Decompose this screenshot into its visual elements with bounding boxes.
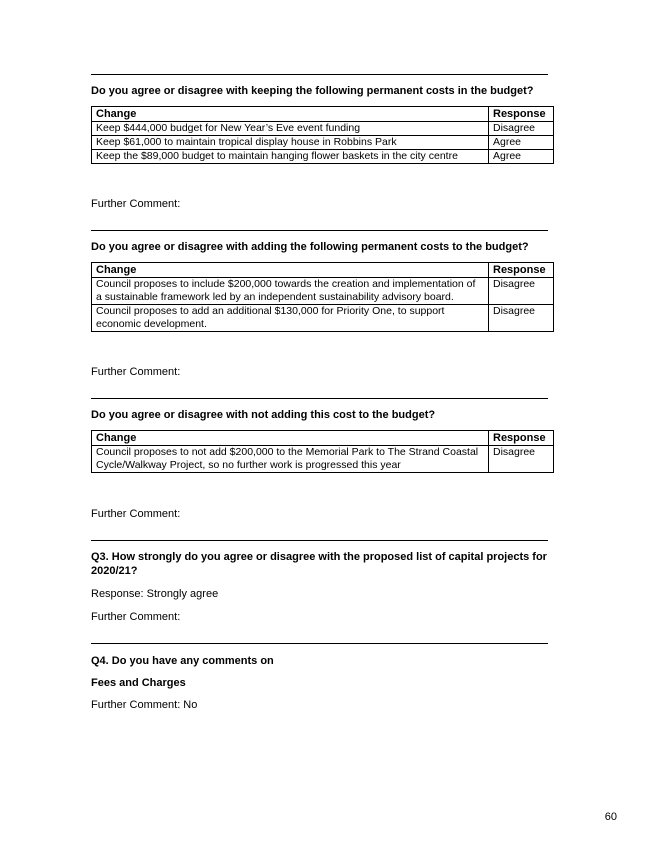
change-cell: Keep the $89,000 budget to maintain hanging flower baskets in the city centre	[92, 150, 489, 164]
q3-response: Response: Strongly agree	[91, 588, 219, 600]
divider-rule	[91, 643, 548, 644]
response-cell: Disagree	[489, 305, 554, 332]
divider-rule	[91, 540, 548, 541]
table-row	[92, 446, 554, 473]
table-row	[92, 136, 554, 150]
q3-question: Q3. How strongly do you agree or disagree with the proposed list of capital projects for 2020/21?	[91, 551, 547, 577]
table-row	[92, 122, 554, 136]
header-response: Response	[489, 431, 554, 446]
section2-table	[91, 262, 554, 332]
table-header-row	[92, 263, 554, 278]
header-response: Response	[489, 263, 554, 278]
page-number: 60	[604, 811, 617, 823]
response-cell: Disagree	[489, 278, 554, 305]
table-row	[92, 305, 554, 332]
section2-question: Do you agree or disagree with adding the following permanent costs to the budget?	[91, 241, 529, 253]
q3-further-comment: Further Comment:	[91, 611, 181, 623]
divider-rule	[91, 74, 548, 75]
change-cell: Keep $61,000 to maintain tropical display house in Robbins Park	[92, 136, 489, 150]
section1-table	[91, 106, 554, 164]
q4-question: Q4. Do you have any comments on	[91, 655, 274, 667]
table-row	[92, 278, 554, 305]
change-cell: Council proposes to not add $200,000 to the Memorial Park to The Strand Coastal Cycle/Walkway Project, so no further work is progressed this year	[92, 446, 489, 473]
response-cell: Disagree	[489, 446, 554, 473]
section3-question: Do you agree or disagree with not adding this cost to the budget?	[91, 409, 436, 421]
q4-subheading: Fees and Charges	[91, 677, 186, 689]
change-cell: Council proposes to add an additional $130,000 for Priority One, to support economic development.	[92, 305, 489, 332]
header-change: Change	[92, 107, 489, 122]
section3-further-comment: Further Comment:	[91, 508, 181, 520]
divider-rule	[91, 398, 548, 399]
table-header-row	[92, 107, 554, 122]
response-cell: Agree	[489, 150, 554, 164]
divider-rule	[91, 230, 548, 231]
table-header-row	[92, 431, 554, 446]
header-change: Change	[92, 431, 489, 446]
response-cell: Agree	[489, 136, 554, 150]
change-cell: Council proposes to include $200,000 towards the creation and implementation of a sustainable framework led by an independent sustainability advisory board.	[92, 278, 489, 305]
section2-further-comment: Further Comment:	[91, 366, 181, 378]
change-cell: Keep $444,000 budget for New Year’s Eve event funding	[92, 122, 489, 136]
q4-further-comment: Further Comment: No	[91, 699, 198, 711]
table-row	[92, 150, 554, 164]
response-cell: Disagree	[489, 122, 554, 136]
section1-further-comment: Further Comment:	[91, 198, 181, 210]
section3-table	[91, 430, 554, 473]
header-response: Response	[489, 107, 554, 122]
header-change: Change	[92, 263, 489, 278]
section1-question: Do you agree or disagree with keeping the following permanent costs in the budget?	[91, 85, 534, 97]
